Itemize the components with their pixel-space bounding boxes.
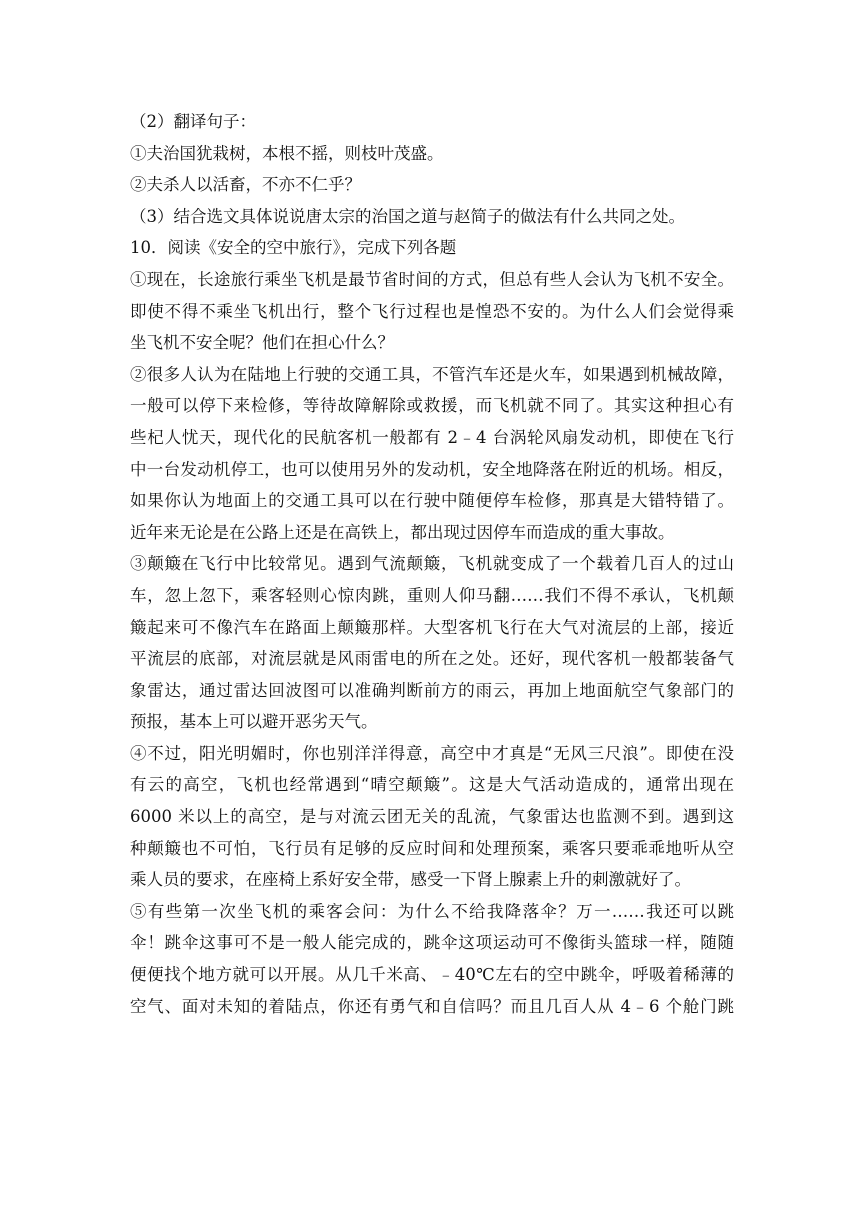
paragraph-3-line: 平流层的底部，对流层就是风雨雷电的所在之处。还好，现代客机一般都装备气 <box>130 649 734 669</box>
paragraph-3-line: 簸起来可不像汽车在路面上颠簸那样。大型客机飞行在大气对流层的上部，接近 <box>130 617 734 637</box>
paragraph-1-line: 坐飞机不安全呢？他们在担心什么？ <box>130 333 394 353</box>
paragraph-1-line: ①现在，长途旅行乘坐飞机是最节省时间的方式，但总有些人会认为飞机不安全。 <box>130 269 734 289</box>
paragraph-2-line: 近年来无论是在公路上还是在高铁上，都出现过因停车而造成的重大事故。 <box>130 522 675 542</box>
paragraph-1-line: 即使不得不乘坐飞机出行，整个飞行过程也是惶恐不安的。为什么人们会觉得乘 <box>130 301 734 321</box>
paragraph-3-line: ③颠簸在飞行中比较常见。遇到气流颠簸，飞机就变成了一个载着几百人的过山 <box>130 554 734 574</box>
paragraph-4-line: 乘人员的要求，在座椅上系好安全带，感受一下肾上腺素上升的刺激就好了。 <box>130 870 691 890</box>
paragraph-2-line: 中一台发动机停工，也可以使用另外的发动机，安全地降落在附近的机场。相反， <box>130 459 734 479</box>
paragraph-2-line: 一般可以停下来检修，等待故障解除或救援，而飞机就不同了。其实这种担心有 <box>130 396 734 416</box>
translate-sentence-1: ①夫治国犹栽树，本根不摇，则枝叶茂盛。 <box>130 143 444 163</box>
paragraph-5-line: 便便找个地方就可以开展。从几千米高、﹣40℃左右的空中跳伞，呼吸着稀薄的 <box>130 965 734 985</box>
paragraph-4-line: 种颠簸也不可怕，飞行员有足够的反应时间和处理预案，乘客只要乖乖地听从空 <box>130 838 734 858</box>
question-3-heading: （3）结合选文具体说说唐太宗的治国之道与赵简子的做法有什么共同之处。 <box>130 206 685 226</box>
paragraph-4-line: 6000 米以上的高空，是与对流云团无关的乱流，气象雷达也监测不到。遇到这 <box>130 807 734 827</box>
paragraph-5-line: 伞！跳伞这事可不是一般人能完成的，跳伞这项运动可不像街头篮球一样，随随 <box>130 933 734 953</box>
paragraph-3-line: 预报，基本上可以避开恶劣天气。 <box>130 712 378 732</box>
paragraph-3-line: 象雷达，通过雷达回波图可以准确判断前方的雨云，再加上地面航空气象部门的 <box>130 680 734 700</box>
paragraph-3-line: 车，忽上忽下，乘客轻则心惊肉跳，重则人仰马翻……我们不得不承认，飞机颠 <box>130 585 734 605</box>
paragraph-5-line: ⑤有些第一次坐飞机的乘客会问：为什么不给我降落伞？万一……我还可以跳 <box>130 901 734 921</box>
paragraph-2-line: ②很多人认为在陆地上行驶的交通工具，不管汽车还是火车，如果遇到机械故障， <box>130 364 734 384</box>
question-2-heading: （2）翻译句子： <box>130 112 256 131</box>
question-10-heading: 10．阅读《安全的空中旅行》，完成下列各题 <box>130 238 457 258</box>
paragraph-2-line: 些杞人忧天，现代化的民航客机一般都有 2﹣4 台涡轮风扇发动机，即使在飞行 <box>130 427 734 447</box>
translate-sentence-2: ②夫杀人以活畜，不亦不仁乎？ <box>130 175 361 195</box>
document-body <box>130 106 734 1022</box>
paragraph-5-line: 空气、面对未知的着陆点，你还有勇气和自信吗？而且几百人从 4﹣6 个舱门跳 <box>130 996 734 1016</box>
paragraph-4-line: 有云的高空，飞机也经常遇到“晴空颠簸”。这是大气活动造成的，通常出现在 <box>130 775 734 795</box>
paragraph-2-line: 如果你认为地面上的交通工具可以在行驶中随便停车检修，那真是大错特错了。 <box>130 491 734 511</box>
paragraph-4-line: ④不过，阳光明媚时，你也别洋洋得意，高空中才真是“无风三尺浪”。即使在没 <box>130 743 734 763</box>
